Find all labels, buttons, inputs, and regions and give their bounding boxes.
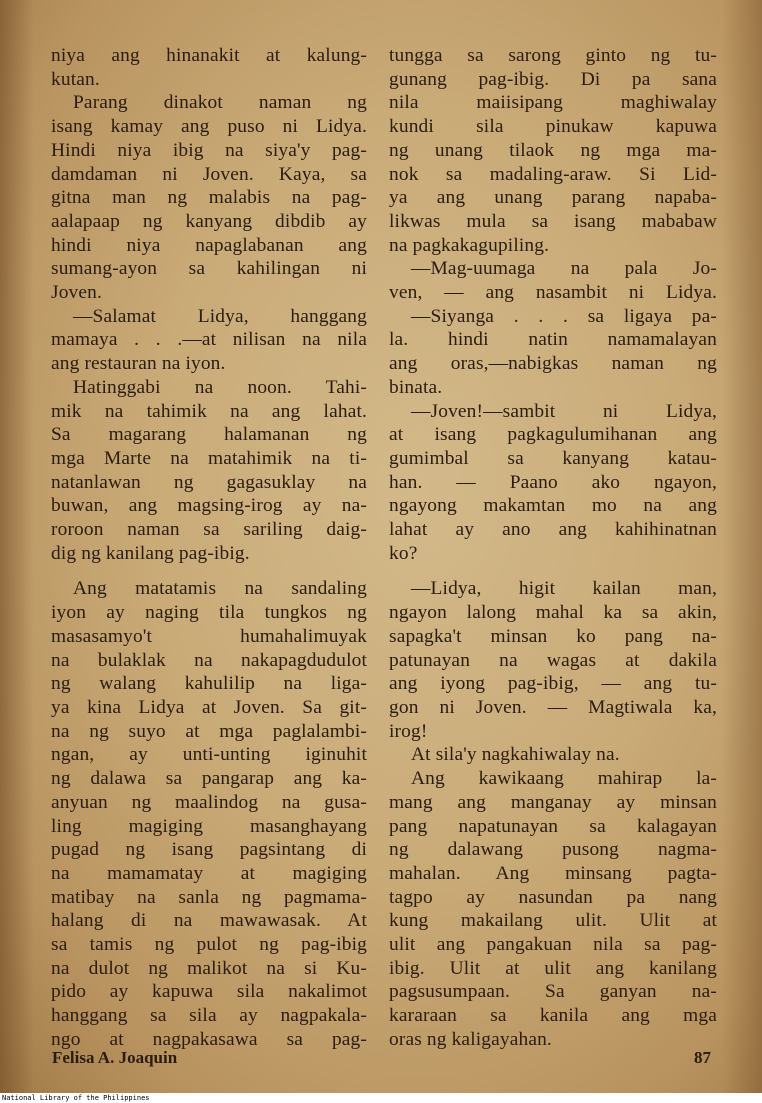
- text-line: Hindi niya ibig na siya'y pag-: [51, 139, 367, 161]
- text-line: binata.: [389, 376, 443, 398]
- text-line: ulit ang pangakuan nila sa pag-: [389, 934, 717, 956]
- library-credit: National Library of the Philippines: [2, 1094, 150, 1102]
- text-line: anyuan ng maalindog na gusa-: [51, 791, 367, 813]
- text-line: kung makailang ulit. Ulit at: [389, 910, 717, 932]
- text-line: ang oras,—nabigkas naman ng: [389, 353, 717, 375]
- text-line: —Siyanga . . . sa ligaya pa-: [411, 305, 717, 327]
- text-line: mik na tahimik na ang lahat.: [51, 400, 367, 422]
- paragraph-gap: [51, 565, 367, 577]
- text-line: Parang dinakot naman ng: [73, 92, 367, 114]
- text-line: ya ang unang parang napaba-: [389, 187, 717, 209]
- text-line: isang kamay ang puso ni Lidya.: [51, 116, 367, 138]
- text-line: hanggang sa sila ay nagpakala-: [51, 1005, 367, 1027]
- text-line: ngo at nagpakasawa sa pag-: [51, 1028, 367, 1050]
- text-line: ang iyong pag-ibig, — ang tu-: [389, 673, 717, 695]
- paragraph-gap: [389, 565, 717, 577]
- right-text-column: [389, 44, 717, 1052]
- text-line: han. — Paano ako ngayon,: [389, 471, 717, 493]
- text-line: niya ang hinanakit at kalung-: [51, 45, 367, 66]
- text-line: ven, — ang nasambit ni Lidya.: [389, 282, 717, 304]
- text-line: na bulaklak na nakapagdudulot: [51, 649, 367, 671]
- text-line: mamaya . . .—at nilisan na nila: [51, 329, 367, 351]
- text-line: —Joven!—sambit ni Lidya,: [411, 400, 717, 422]
- text-line: ibig. Ulit at ulit ang kanilang: [389, 957, 717, 979]
- text-line: nok sa madaling-araw. Si Lid-: [389, 163, 717, 185]
- text-line: ng unang tilaok ng mga ma-: [389, 139, 717, 161]
- text-line: pugad ng isang pagsintang di: [51, 839, 367, 861]
- text-line: natanlawan ng gagasuklay na: [51, 471, 367, 493]
- text-line: gunang pag-ibig. Di pa sana: [389, 68, 717, 90]
- page-number: 87: [694, 1048, 711, 1067]
- text-line: gon ni Joven. — Magtiwala ka,: [389, 696, 717, 718]
- text-line: ngan, ay unti-unting iginuhit: [51, 744, 367, 766]
- text-line: At sila'y nagkahiwalay na.: [411, 744, 620, 766]
- text-line: likwas mula sa isang mababaw: [389, 210, 717, 232]
- text-line: sa tamis ng pulot ng pag-ibig: [51, 934, 367, 956]
- text-line: gitna man ng malabis na pag-: [51, 187, 367, 209]
- text-line: Sa magarang halamanan ng: [51, 424, 367, 446]
- text-line: mahalan. Ang minsang pagta-: [389, 862, 717, 884]
- text-line: gumimbal sa kanyang katau-: [389, 447, 717, 469]
- text-line: kutan.: [51, 68, 100, 90]
- text-line: pagsusumpaan. Sa ganyan na-: [389, 981, 717, 1003]
- text-line: ang restauran na iyon.: [51, 353, 226, 375]
- text-line: irog!: [389, 720, 428, 742]
- text-line: kundi sila pinukaw kapuwa: [389, 116, 717, 138]
- text-line: mga Marte na matahimik na ti-: [51, 447, 367, 469]
- text-line: na pagkakagupiling.: [389, 234, 550, 256]
- text-line: la. hindi natin namamalayan: [389, 329, 717, 351]
- text-line: Hatinggabi na noon. Tahi-: [73, 376, 367, 398]
- text-line: oras ng kaligayahan.: [389, 1028, 552, 1050]
- text-line: ng walang kahulilip na liga-: [51, 673, 367, 695]
- text-line: ya kina Lidya at Joven. Sa git-: [51, 696, 367, 718]
- text-line: hindi niya napaglabanan ang: [51, 234, 367, 256]
- text-line: lahat ay ano ang kahihinatnan: [389, 519, 717, 541]
- text-line: ng dalawa sa pangarap ang ka-: [51, 768, 367, 790]
- text-line: sumang-ayon sa kahilingan ni: [51, 258, 367, 280]
- text-line: patunayan na wagas at dakila: [389, 649, 717, 671]
- text-line: damdaman ni Joven. Kaya, sa: [51, 163, 367, 185]
- text-line: na mamamatay at magiging: [51, 862, 367, 884]
- text-line: dig ng kanilang pag-ibig.: [51, 542, 250, 564]
- text-line: at isang pagkagulumihanan ang: [389, 424, 717, 446]
- text-line: —Salamat Lidya, hanggang: [73, 305, 367, 327]
- text-line: kararaan sa kanila ang mga: [389, 1005, 717, 1027]
- text-line: tagpo ay nasundan pa nang: [389, 886, 717, 908]
- footer-author: Felisa A. Joaquin: [52, 1048, 178, 1067]
- text-line: buwan, ang magsing-irog ay na-: [51, 495, 367, 517]
- text-line: —Lidya, higit kailan man,: [411, 578, 717, 600]
- text-line: mang ang manganay ay minsan: [389, 791, 717, 813]
- text-line: pido ay kapuwa sila nakalimot: [51, 981, 367, 1003]
- text-line: na ng suyo at mga paglalambi-: [51, 720, 367, 742]
- text-line: masasamyo't humahalimuyak: [51, 625, 367, 647]
- text-line: ng dalawang pusong nagma-: [389, 839, 717, 861]
- text-line: aalapaap ng kanyang dibdib ay: [51, 210, 367, 232]
- text-line: nila maiisipang maghiwalay: [389, 92, 717, 114]
- text-line: Ang matatamis na sandaling: [73, 578, 367, 600]
- text-line: halang di na mawawasak. At: [51, 910, 367, 932]
- text-line: roroon naman sa sariling daig-: [51, 519, 367, 541]
- text-line: tungga sa sarong ginto ng tu-: [389, 45, 717, 66]
- text-line: Ang kawikaang mahirap la-: [411, 768, 717, 790]
- text-line: ko?: [389, 542, 418, 564]
- text-line: ling magiging masanghayang: [51, 815, 367, 837]
- text-line: matibay na sanla ng pagmama-: [51, 886, 367, 908]
- text-line: na dulot ng malikot na si Ku-: [51, 957, 367, 979]
- text-line: —Mag-uumaga na pala Jo-: [411, 258, 717, 280]
- text-line: Joven.: [51, 282, 102, 304]
- left-text-column: [51, 44, 367, 1052]
- text-line: pang napatunayan sa kalagayan: [389, 815, 717, 837]
- text-line: ngayong makamtan mo na ang: [389, 495, 717, 517]
- text-line: sapagka't minsan ko pang na-: [389, 625, 717, 647]
- text-line: iyon ay naging tila tungkos ng: [51, 602, 367, 624]
- text-line: ngayon lalong mahal ka sa akin,: [389, 602, 717, 624]
